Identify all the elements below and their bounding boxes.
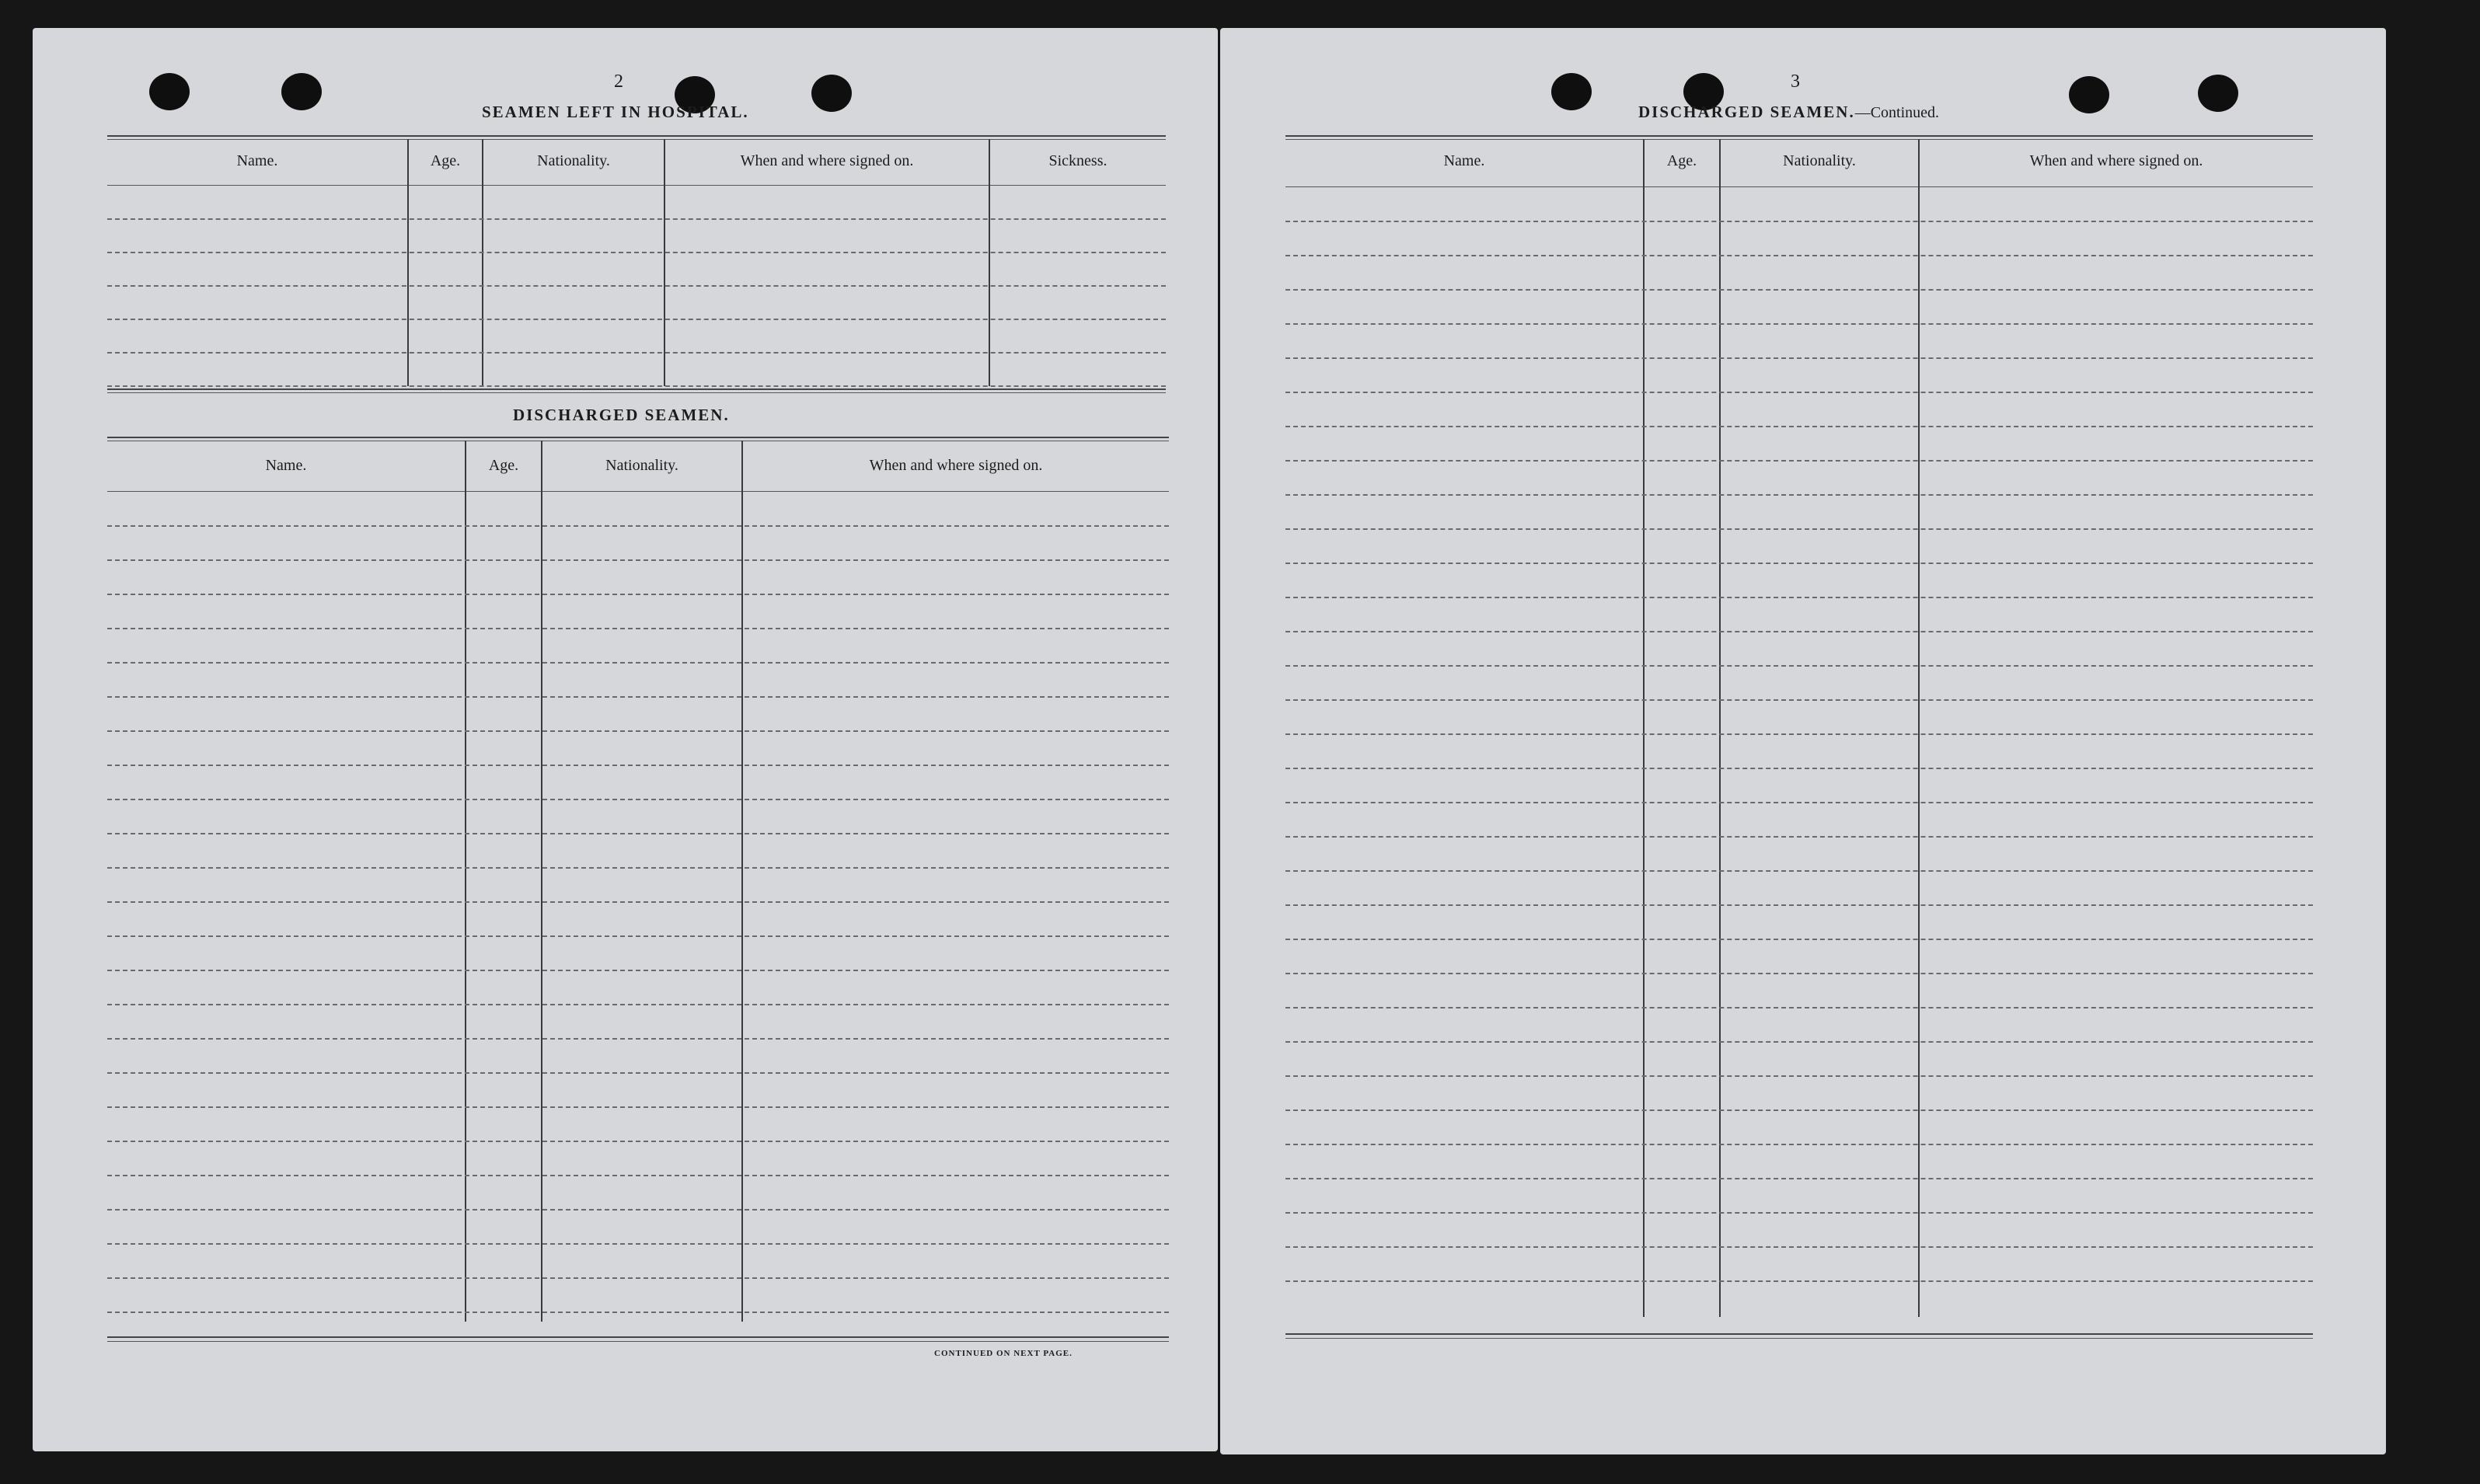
- table-bottom-rule: [1285, 1333, 2313, 1335]
- ruled-line: [1285, 1041, 2313, 1043]
- continued-note: CONTINUED ON NEXT PAGE.: [934, 1349, 1073, 1358]
- col-header-age: Age.: [1666, 152, 1697, 169]
- ruled-line: [107, 559, 1169, 561]
- ruled-line: [107, 252, 1166, 253]
- hospital-table-rows: [107, 185, 1166, 387]
- ruled-line: [107, 525, 1169, 527]
- ruled-line: [1285, 802, 2313, 803]
- table-top-rule: [107, 135, 1166, 137]
- page-number: 3: [1791, 71, 1801, 92]
- ruled-line: [1285, 1110, 2313, 1111]
- table-top-rule: [1285, 139, 2313, 140]
- table-bottom-rule: [107, 1336, 1169, 1338]
- hospital-section-title: SEAMEN LEFT IN HOSPITAL.: [482, 103, 749, 121]
- punch-hole: [811, 75, 852, 112]
- ruled-line: [107, 799, 1169, 800]
- ruled-line: [107, 352, 1166, 354]
- ruled-line: [107, 218, 1166, 220]
- ruled-line: [107, 594, 1169, 595]
- ruled-line: [107, 319, 1166, 320]
- col-header-age: Age.: [430, 152, 461, 169]
- ruled-line: [1285, 528, 2313, 530]
- ruled-line: [1285, 1212, 2313, 1214]
- ruled-line: [107, 1243, 1169, 1245]
- ruled-line: [1285, 733, 2313, 735]
- punch-hole: [1551, 73, 1592, 110]
- page-number: 2: [614, 71, 624, 92]
- table-bottom-rule: [107, 388, 1166, 390]
- ruled-line: [1285, 1280, 2313, 1282]
- punch-hole: [2198, 75, 2238, 112]
- title-text: DISCHARGED SEAMEN.: [1638, 103, 1855, 121]
- ruled-line: [107, 833, 1169, 834]
- ruled-line: [107, 867, 1169, 869]
- ruled-line: [107, 901, 1169, 903]
- col-header-signed-on: When and where signed on.: [2029, 152, 2203, 169]
- ruled-line: [1285, 939, 2313, 940]
- ruled-line: [1285, 255, 2313, 256]
- col-header-nationality: Nationality.: [605, 457, 678, 474]
- table-top-rule: [107, 437, 1169, 438]
- ruled-line: [107, 1209, 1169, 1211]
- ruled-line: [1285, 1007, 2313, 1008]
- ruled-line: [1285, 221, 2313, 222]
- ruled-line: [107, 970, 1169, 971]
- ruled-line: [107, 628, 1169, 629]
- col-header-signed-on: When and where signed on.: [869, 457, 1043, 474]
- ruled-line: [1285, 665, 2313, 667]
- discharged-continued-rows: [1285, 186, 2313, 1315]
- table-bottom-rule: [107, 1341, 1169, 1342]
- discharged-continued-title: [1638, 103, 1939, 122]
- punch-hole: [281, 73, 322, 110]
- ruled-line: [107, 935, 1169, 937]
- ruled-line: [107, 696, 1169, 698]
- title-suffix: —Continued.: [1854, 104, 1940, 121]
- ruled-line: [1285, 426, 2313, 427]
- ruled-line: [107, 1106, 1169, 1108]
- col-header-nationality: Nationality.: [537, 152, 610, 169]
- ruled-line: [1285, 563, 2313, 564]
- ruled-line: [1285, 631, 2313, 632]
- ruled-line: [107, 1038, 1169, 1040]
- col-header-name: Name.: [265, 457, 307, 474]
- ruled-line: [1285, 460, 2313, 462]
- ruled-line: [1285, 870, 2313, 872]
- ruled-line: [107, 730, 1169, 732]
- ruled-line: [1285, 357, 2313, 359]
- table-bottom-rule: [1285, 1338, 2313, 1339]
- ruled-line: [107, 1004, 1169, 1005]
- punch-hole: [149, 73, 190, 110]
- ruled-line: [1285, 494, 2313, 496]
- ruled-line: [1285, 1246, 2313, 1248]
- right-page: [1220, 28, 2386, 1454]
- col-header-sickness: Sickness.: [1048, 152, 1107, 169]
- col-header-signed-on: When and where signed on.: [740, 152, 914, 169]
- ruled-line: [107, 1312, 1169, 1313]
- table-top-rule: [107, 139, 1166, 140]
- ruled-line: [107, 1277, 1169, 1279]
- ruled-line: [107, 1175, 1169, 1176]
- ruled-line: [107, 662, 1169, 664]
- ruled-line: [1285, 1178, 2313, 1179]
- ruled-line: [1285, 836, 2313, 838]
- ruled-line: [107, 1141, 1169, 1142]
- ruled-line: [107, 1072, 1169, 1074]
- table-bottom-rule: [107, 392, 1166, 393]
- ruled-line: [1285, 1144, 2313, 1145]
- discharged-table-rows: [107, 491, 1169, 1322]
- discharged-section-title: DISCHARGED SEAMEN.: [513, 406, 730, 424]
- ruled-line: [1285, 392, 2313, 393]
- ruled-line: [1285, 973, 2313, 974]
- ruled-line: [1285, 699, 2313, 701]
- col-header-name: Name.: [1443, 152, 1485, 169]
- ruled-line: [107, 385, 1166, 387]
- ruled-line: [107, 765, 1169, 766]
- col-header-nationality: Nationality.: [1783, 152, 1856, 169]
- col-header-name: Name.: [236, 152, 278, 169]
- ruled-line: [1285, 289, 2313, 291]
- ruled-line: [1285, 597, 2313, 598]
- col-header-age: Age.: [488, 457, 519, 474]
- ruled-line: [1285, 768, 2313, 769]
- ruled-line: [1285, 323, 2313, 325]
- table-top-rule: [1285, 135, 2313, 137]
- ruled-line: [1285, 904, 2313, 906]
- punch-hole: [2069, 76, 2109, 113]
- ruled-line: [107, 285, 1166, 287]
- ruled-line: [1285, 1075, 2313, 1077]
- left-page: [33, 28, 1218, 1451]
